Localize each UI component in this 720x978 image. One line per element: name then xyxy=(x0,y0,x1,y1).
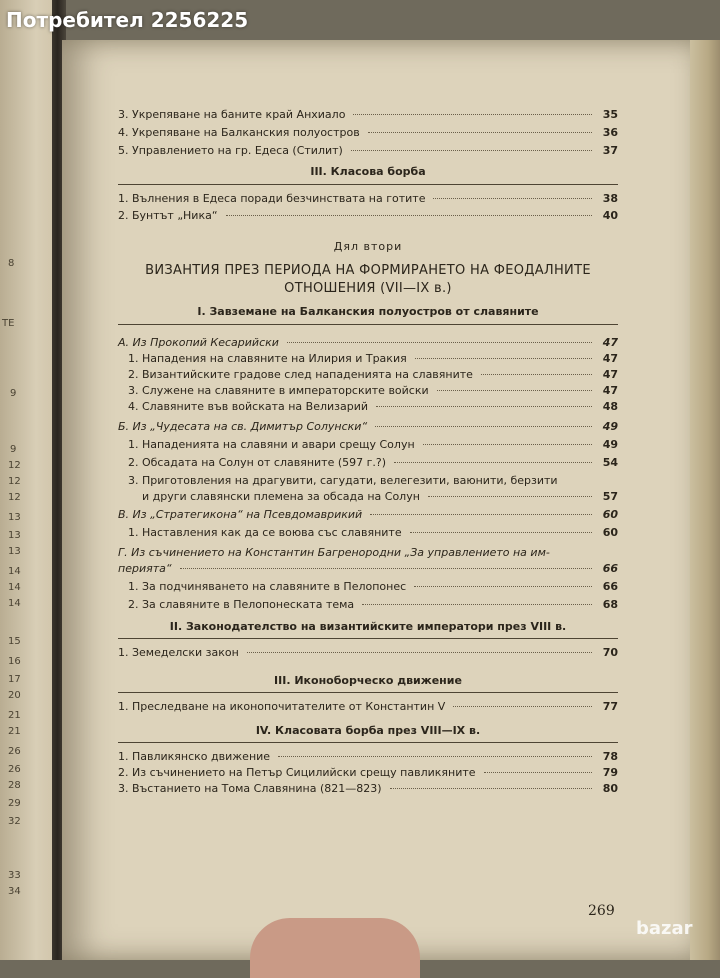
page-number: 269 xyxy=(588,903,615,919)
part-title: ВИЗАНТИЯ ПРЕЗ ПЕРИОДА НА ФОРМИРАНЕТО НА ФЕОДАЛНИТЕ ОТНОШЕНИЯ (VII—IX в.) xyxy=(145,263,591,296)
toc-entry: 3. Укрепяване на баните край Анхиало 35 xyxy=(118,108,618,121)
toc-entry: 2. Византийските градове след нападенията на славяните 47 xyxy=(128,368,618,381)
toc-entry: 3. Приготовления на драгувити, сагудати, велегезити, ваюнити, берзити xyxy=(128,474,558,487)
toc-entry: 2. За славяните в Пелопонеската тема 68 xyxy=(128,598,618,611)
bazar-logo: bazar xyxy=(636,918,693,939)
margin-number: 16 xyxy=(8,656,21,667)
part-label: Дял втори xyxy=(333,240,403,253)
section-heading: III. Класова борба xyxy=(310,165,426,178)
margin-number: 34 xyxy=(8,886,21,897)
margin-number: 15 xyxy=(8,636,21,647)
toc-entry: 2. Обсадата на Солун от славяните (597 г.?) 54 xyxy=(128,456,618,469)
margin-number: 9 xyxy=(10,388,17,399)
toc-entry: 1. Земеделски закон 70 xyxy=(118,646,618,659)
margin-number: 13 xyxy=(8,512,21,523)
chapter-heading: III. Иконоборческо движение xyxy=(274,674,462,687)
finger-thumb xyxy=(250,918,420,978)
toc-entry: 1. Павликянско движение 78 xyxy=(118,750,618,763)
divider xyxy=(118,184,618,185)
toc-entry: 4. Укрепяване на Балканския полуостров 36 xyxy=(118,126,618,139)
margin-number: 14 xyxy=(8,566,21,577)
margin-number: 26 xyxy=(8,764,21,775)
margin-number: 12 xyxy=(8,476,21,487)
toc-source: А. Из Прокопий Кесарийски 47 xyxy=(118,336,618,349)
toc-entry: 2. Бунтът „Ника“ 40 xyxy=(118,209,618,222)
toc-entry: 4. Славяните във войската на Велизарий 48 xyxy=(128,400,618,413)
toc-entry: 1. За подчиняването на славяните в Пелопонес 66 xyxy=(128,580,618,593)
margin-number: 32 xyxy=(8,816,21,827)
toc-entry: 2. Из съчинението на Петър Сицилийски срещу павликяните 79 xyxy=(118,766,618,779)
margin-number: 9 xyxy=(10,444,17,455)
divider xyxy=(118,742,618,743)
toc-entry: 1. Наставления как да се воюва със славяните 60 xyxy=(128,526,618,539)
divider xyxy=(118,638,618,639)
page-edge xyxy=(690,40,720,960)
toc-entry: 3. Въстанието на Тома Славянина (821—823) 80 xyxy=(118,782,618,795)
margin-number: 8 xyxy=(8,258,15,269)
toc-entry: 1. Нападения на славяните на Илирия и Тракия 47 xyxy=(128,352,618,365)
margin-number: 26 xyxy=(8,746,21,757)
toc-source: Г. Из съчинението на Константин Багренородни „За управлението на им- xyxy=(118,546,550,559)
toc-source-continued: перията“ 66 xyxy=(118,562,618,575)
toc-source: В. Из „Стратегикона“ на Псевдомаврикий 60 xyxy=(118,508,618,521)
chapter-heading: II. Законодателство на византийските императори през VIII в. xyxy=(169,620,567,633)
margin-number: 21 xyxy=(8,726,21,737)
margin-number: 20 xyxy=(8,690,21,701)
margin-number: 29 xyxy=(8,798,21,809)
margin-number: 14 xyxy=(8,598,21,609)
toc-entry: и други славянски племена за обсада на Солун 57 xyxy=(142,490,618,503)
margin-number: 21 xyxy=(8,710,21,721)
toc-source: Б. Из „Чудесата на св. Димитър Солунски“ 49 xyxy=(118,420,618,433)
margin-number: 14 xyxy=(8,582,21,593)
toc-entry: 5. Управлението на гр. Едеса (Стилит) 37 xyxy=(118,144,618,157)
margin-number: ТЕ xyxy=(2,318,15,329)
margin-number: 28 xyxy=(8,780,21,791)
margin-number: 33 xyxy=(8,870,21,881)
margin-number: 12 xyxy=(8,492,21,503)
margin-number: 13 xyxy=(8,530,21,541)
watermark-text: Потребител 2256225 xyxy=(6,8,249,32)
divider xyxy=(118,324,618,325)
divider xyxy=(118,692,618,693)
margin-number: 17 xyxy=(8,674,21,685)
toc-entry: 1. Преследване на иконопочитателите от Константин V 77 xyxy=(118,700,618,713)
toc-entry: 1. Вълнения в Едеса поради безчинствата на готите 38 xyxy=(118,192,618,205)
margin-number: 12 xyxy=(8,460,21,471)
toc-entry: 1. Нападенията на славяни и авари срещу Солун 49 xyxy=(128,438,618,451)
chapter-heading: IV. Класовата борба през VIII—IX в. xyxy=(255,724,481,737)
margin-number: 13 xyxy=(8,546,21,557)
toc-entry: 3. Служене на славяните в императорските войски 47 xyxy=(128,384,618,397)
chapter-heading: I. Завземане на Балканския полуостров от славяните xyxy=(197,305,539,318)
